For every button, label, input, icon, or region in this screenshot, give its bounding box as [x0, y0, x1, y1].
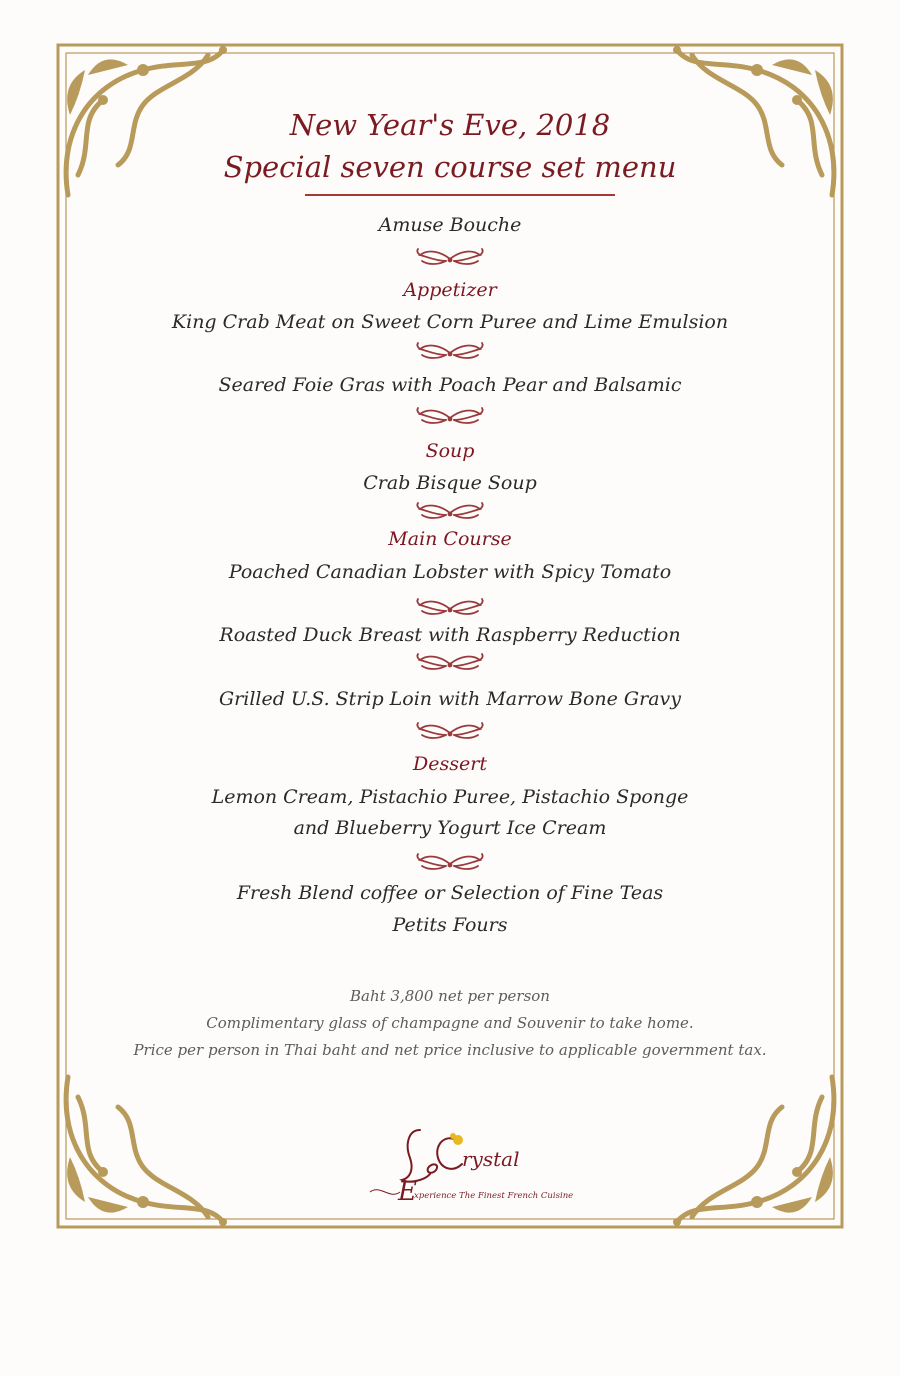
appetizer-heading: Appetizer	[403, 279, 497, 301]
appetizer-item-1: King Crab Meat on Sweet Corn Puree and Lime Emulsion	[171, 311, 729, 333]
main-course-heading: Main Course	[388, 528, 512, 550]
complimentary-note: Complimentary glass of champagne and Souvenir to take home.	[206, 1014, 694, 1032]
svg-text:rystal: rystal	[462, 1147, 520, 1171]
corner-flourish-bottom-right-icon	[673, 1077, 834, 1226]
svg-text:xperience The Finest French Cu: xperience The Finest French Cuisine	[414, 1191, 574, 1201]
petits-fours-item: Petits Fours	[392, 914, 508, 936]
flourish-divider-icon	[0, 501, 900, 521]
title-underline-divider	[305, 194, 615, 196]
flourish-divider-icon	[0, 721, 900, 741]
corner-flourish-bottom-left-icon	[66, 1077, 227, 1226]
price-note: Baht 3,800 net per person	[350, 987, 550, 1005]
dessert-line-2: and Blueberry Yogurt Ice Cream	[293, 817, 607, 839]
title-line-1: New Year's Eve, 2018	[289, 108, 611, 142]
main-course-item-3: Grilled U.S. Strip Loin with Marrow Bone Gravy	[218, 688, 681, 710]
main-course-item-2: Roasted Duck Breast with Raspberry Reduction	[219, 624, 681, 646]
dessert-line-1: Lemon Cream, Pistachio Puree, Pistachio Sponge	[211, 786, 689, 808]
flourish-divider-icon	[0, 341, 900, 361]
coffee-tea-item: Fresh Blend coffee or Selection of Fine Teas	[236, 882, 664, 904]
main-course-item-1: Poached Canadian Lobster with Spicy Tomato	[228, 561, 672, 583]
title-line-2: Special seven course set menu	[223, 150, 677, 184]
flourish-divider-icon	[0, 652, 900, 672]
flourish-divider-icon	[0, 406, 900, 426]
dessert-heading: Dessert	[413, 753, 487, 775]
amuse-bouche-item: Amuse Bouche	[378, 214, 522, 236]
le-crystal-logo	[350, 1100, 580, 1220]
svg-text:E: E	[398, 1177, 417, 1207]
tax-note: Price per person in Thai baht and net price inclusive to applicable government tax.	[133, 1041, 767, 1059]
soup-item: Crab Bisque Soup	[363, 472, 537, 494]
flourish-divider-icon	[0, 247, 900, 267]
soup-heading: Soup	[425, 440, 475, 462]
flourish-divider-icon	[0, 852, 900, 872]
appetizer-item-2: Seared Foie Gras with Poach Pear and Balsamic	[218, 374, 682, 396]
flourish-divider-icon	[0, 597, 900, 617]
